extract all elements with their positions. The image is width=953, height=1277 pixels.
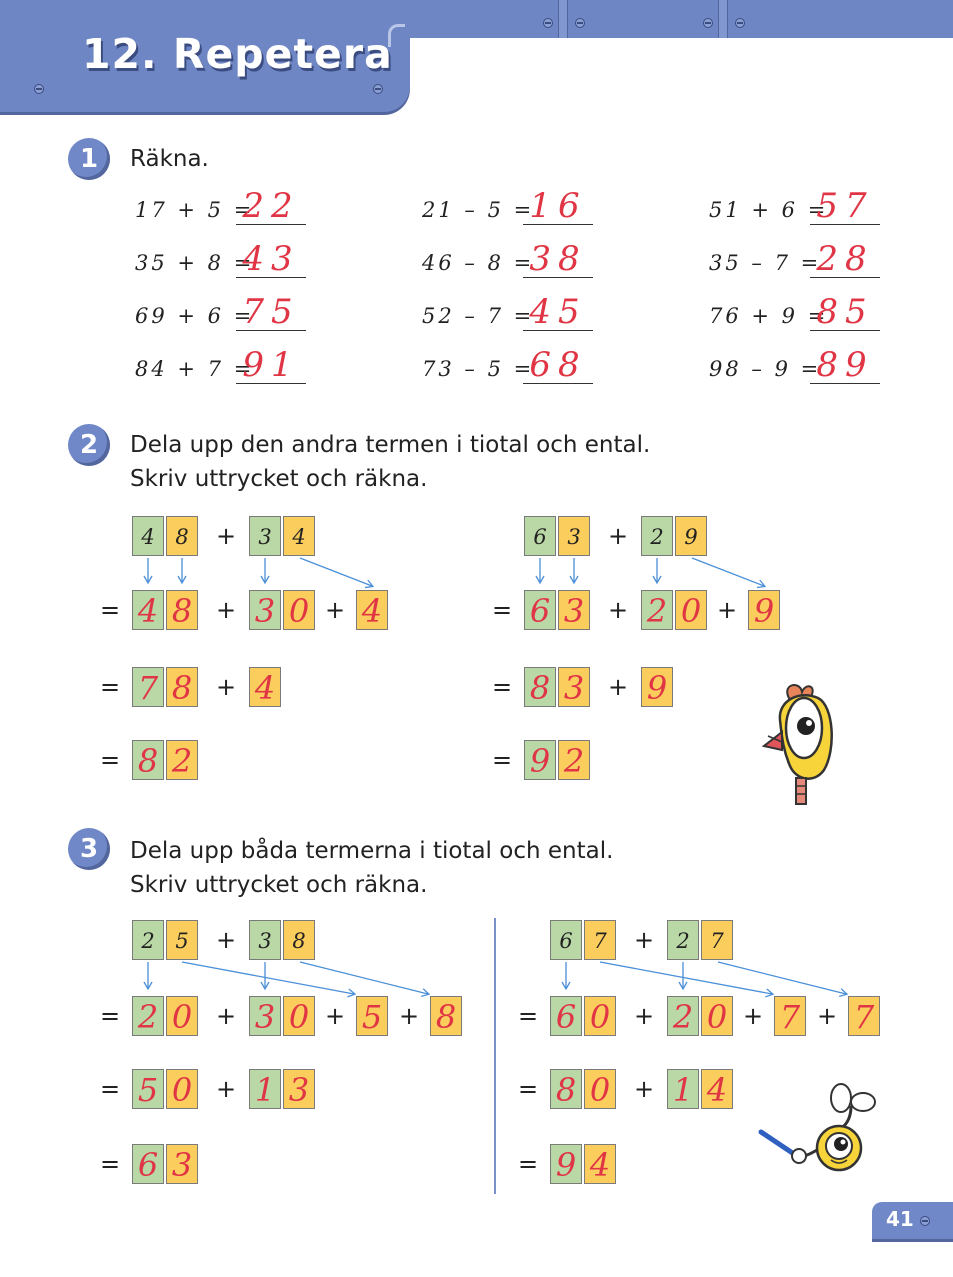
term-b-tens: 2 [641,516,673,556]
step1-part-ones[interactable]: 4 [356,590,388,630]
term-a-tens: 6 [550,920,582,960]
plus-sign: + [215,596,237,624]
term-a-ones: 5 [166,920,198,960]
plus-sign: + [633,1002,655,1030]
step1-part-ones[interactable]: 0 [701,996,733,1036]
result-tens[interactable]: 9 [550,1144,582,1184]
plus-sign: + [215,1002,237,1030]
term-b-tens: 2 [667,920,699,960]
page-number: 41 [886,1207,914,1231]
result-tens[interactable]: 8 [132,740,164,780]
term-b-tens: 3 [249,920,281,960]
equals-sign: = [517,1075,539,1103]
term-b-ones: 8 [283,920,315,960]
task1-expression: 35 – 7 = [709,251,822,275]
step1-part-ones[interactable]: 8 [430,996,462,1036]
term-a-tens: 6 [524,516,556,556]
step2-part-ones[interactable]: 4 [249,667,281,707]
step1-part-tens[interactable]: 4 [132,590,164,630]
result-ones[interactable]: 2 [166,740,198,780]
step1-part-tens[interactable]: 3 [249,996,281,1036]
step1-part-ones[interactable]: 0 [166,996,198,1036]
task-number-3: 3 [68,828,110,870]
split-arrow [718,962,846,994]
task1-answer[interactable]: 16 [523,188,593,225]
bird-mascot-icon [760,680,840,810]
step1-part-ones[interactable]: 7 [848,996,880,1036]
task1-expression: 51 + 6 = [709,198,829,222]
step2-part-tens[interactable]: 8 [524,667,556,707]
split-arrow [692,558,764,586]
step2-part-ones[interactable]: 0 [584,1069,616,1109]
step1-part-ones[interactable]: 0 [283,996,315,1036]
task1-expression: 84 + 7 = [135,357,255,381]
robot-mascot-icon [755,1080,885,1180]
split-arrow [600,962,772,994]
step2-part-tens[interactable]: 7 [132,667,164,707]
equals-sign: = [99,1150,121,1178]
step1-part-tens[interactable]: 2 [132,996,164,1036]
task1-answer[interactable]: 68 [523,347,593,384]
equals-sign: = [99,1075,121,1103]
equals-sign: = [491,673,513,701]
task-number-2: 2 [68,424,110,466]
term-a-ones: 3 [558,516,590,556]
step1-part-tens[interactable]: 6 [524,590,556,630]
task1-answer[interactable]: 38 [523,241,593,278]
equals-sign: = [99,673,121,701]
task3-instruction-line2: Skriv uttrycket och räkna. [130,872,428,898]
plus-sign: + [607,522,629,550]
step1-part-tens[interactable]: 6 [550,996,582,1036]
step2-part-ones[interactable]: 4 [701,1069,733,1109]
task1-expression: 35 + 8 = [135,251,255,275]
result-ones[interactable]: 4 [584,1144,616,1184]
task1-expression: 21 – 5 = [422,198,535,222]
term-b-tens: 3 [249,516,281,556]
step2-part-ones[interactable]: 0 [166,1069,198,1109]
step1-part-ones[interactable]: 0 [675,590,707,630]
task1-instruction: Räkna. [130,146,209,172]
step1-part-ones[interactable]: 5 [356,996,388,1036]
result-tens[interactable]: 9 [524,740,556,780]
step1-part-tens[interactable]: 2 [667,996,699,1036]
term-b-ones: 9 [675,516,707,556]
result-ones[interactable]: 3 [166,1144,198,1184]
step1-part-tens[interactable]: 2 [641,590,673,630]
plus-sign: + [215,522,237,550]
split-arrow [300,558,372,586]
term-b-ones: 4 [283,516,315,556]
step1-part-ones[interactable]: 0 [584,996,616,1036]
step2-part-ones[interactable]: 3 [558,667,590,707]
term-a-tens: 4 [132,516,164,556]
task1-answer[interactable]: 28 [810,241,880,278]
plus-sign: + [633,926,655,954]
task2-instruction-line2: Skriv uttrycket och räkna. [130,466,428,492]
plus-sign: + [324,596,346,624]
equals-sign: = [99,596,121,624]
plus-sign: + [215,673,237,701]
equals-sign: = [99,1002,121,1030]
step1-part-ones[interactable]: 9 [748,590,780,630]
step1-part-ones[interactable]: 3 [558,590,590,630]
task2-instruction-line1: Dela upp den andra termen i tiotal och ental. [130,432,651,458]
plus-sign: + [742,1002,764,1030]
task3-instruction-line1: Dela upp båda termerna i tiotal och ental. [130,838,614,864]
task1-expression: 52 – 7 = [422,304,535,328]
task1-answer[interactable]: 43 [236,241,306,278]
plus-sign: + [215,1075,237,1103]
step2-part-tens[interactable]: 1 [667,1069,699,1109]
task1-answer[interactable]: 85 [810,294,880,331]
step1-part-tens[interactable]: 3 [249,590,281,630]
plus-sign: + [716,596,738,624]
step2-part-ones[interactable]: 3 [283,1069,315,1109]
step1-part-ones[interactable]: 0 [283,590,315,630]
task1-answer[interactable]: 57 [810,188,880,225]
result-ones[interactable]: 2 [558,740,590,780]
equals-sign: = [491,746,513,774]
task1-expression: 69 + 6 = [135,304,255,328]
plus-sign: + [324,1002,346,1030]
plus-sign: + [215,926,237,954]
term-b-ones: 7 [701,920,733,960]
page-title: 12. Repetera [82,30,393,78]
plus-sign: + [398,1002,420,1030]
task1-answer[interactable]: 22 [236,188,306,225]
result-tens[interactable]: 6 [132,1144,164,1184]
task1-expression: 46 – 8 = [422,251,535,275]
equals-sign: = [491,596,513,624]
task1-expression: 73 – 5 = [422,357,535,381]
task1-expression: 76 + 9 = [709,304,829,328]
task1-answer[interactable]: 91 [236,347,306,384]
plus-sign: + [633,1075,655,1103]
step2-part-tens[interactable]: 5 [132,1069,164,1109]
equals-sign: = [517,1002,539,1030]
split-arrow [182,962,354,994]
step2-part-ones[interactable]: 9 [641,667,673,707]
split-arrow [300,962,428,994]
task-number-1: 1 [68,138,110,180]
plus-sign: + [816,1002,838,1030]
task1-answer[interactable]: 89 [810,347,880,384]
step1-part-ones[interactable]: 7 [774,996,806,1036]
plus-sign: + [607,596,629,624]
equals-sign: = [517,1150,539,1178]
task1-expression: 98 – 9 = [709,357,822,381]
term-a-ones: 8 [166,516,198,556]
screw-icon [920,1216,930,1226]
step2-part-ones[interactable]: 8 [166,667,198,707]
step2-part-tens[interactable]: 8 [550,1069,582,1109]
step2-part-tens[interactable]: 1 [249,1069,281,1109]
task1-answer[interactable]: 75 [236,294,306,331]
step1-part-ones[interactable]: 8 [166,590,198,630]
term-a-tens: 2 [132,920,164,960]
equals-sign: = [99,746,121,774]
term-a-ones: 7 [584,920,616,960]
task1-answer[interactable]: 45 [523,294,593,331]
plus-sign: + [607,673,629,701]
task1-expression: 17 + 5 = [135,198,255,222]
